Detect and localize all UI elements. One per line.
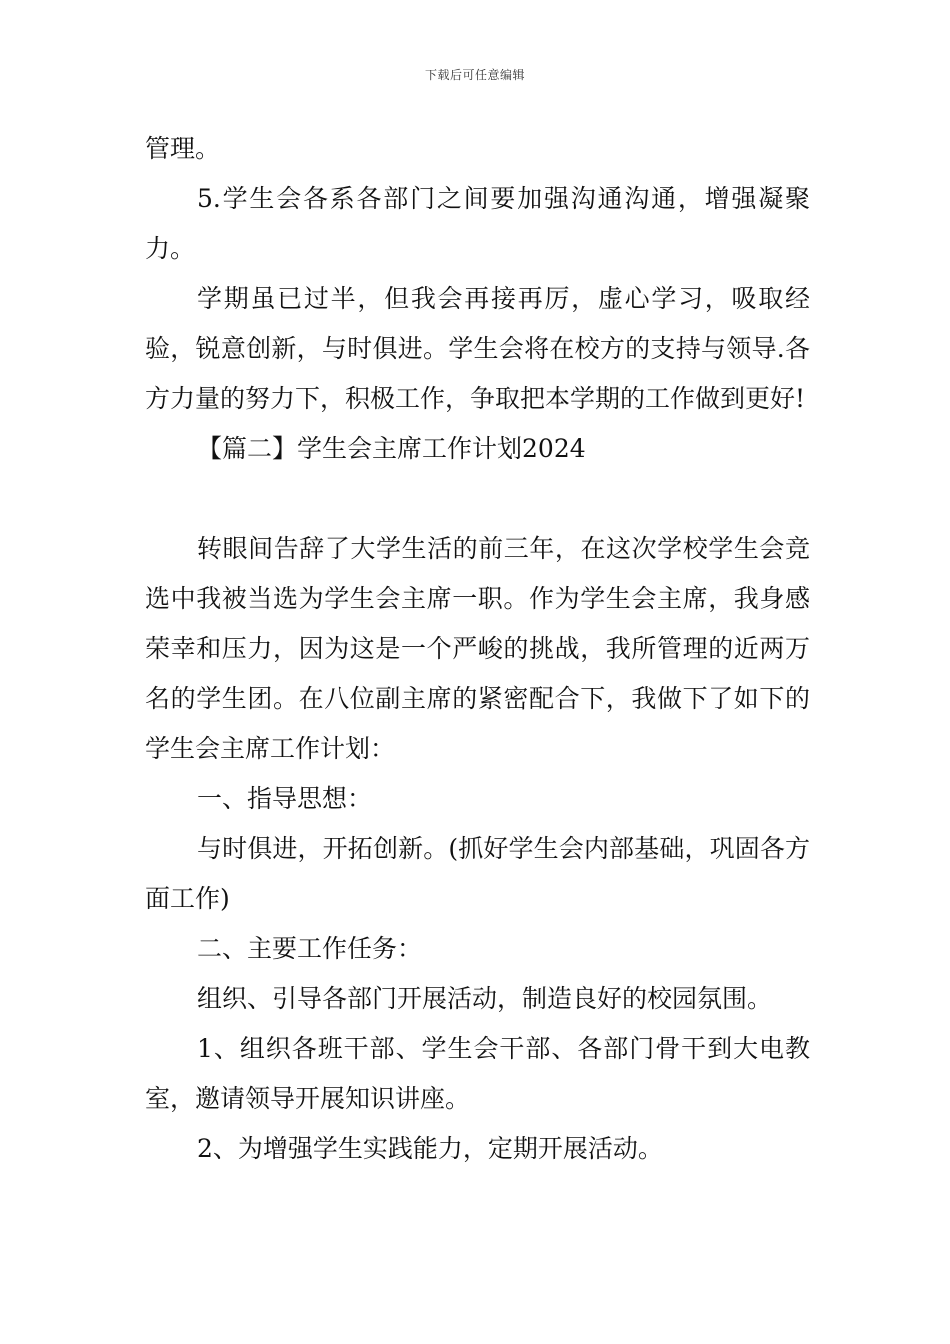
section-title: 【篇二】学生会主席工作计划2024: [197, 434, 586, 463]
paragraph: 与时俱进，开拓创新。(抓好学生会内部基础，巩固各方面工作): [145, 834, 810, 913]
document-body: [145, 124, 810, 1174]
page-header: 下载后可任意编辑: [424, 68, 525, 82]
paragraph: 转眼间告辞了大学生活的前三年，在这次学校学生会竞选中我被当选为学生会主席一职。作为学生会主席，我身感荣幸和压力，因为这是一个严峻的挑战，我所管理的近两万名的学生团。在八位副主席的紧密配合下，我做下了如下的学生会主席工作计划：: [145, 534, 810, 763]
list-item: 1、组织各班干部、学生会干部、各部门骨干到大电教室，邀请领导开展知识讲座。: [145, 1034, 810, 1113]
heading-guiding-ideology: 一、指导思想：: [197, 784, 373, 813]
heading-main-tasks: 二、主要工作任务：: [197, 934, 423, 963]
paragraph: 学期虽已过半，但我会再接再厉，虚心学习，吸取经验，锐意创新，与时俱进。学生会将在校方的支持与领导.各方力量的努力下，积极工作，争取把本学期的工作做到更好!: [145, 284, 810, 413]
paragraph: 管理。: [145, 134, 221, 163]
blank-line: [145, 474, 810, 524]
paragraph: 5.学生会各系各部门之间要加强沟通沟通，增强凝聚力。: [145, 184, 810, 263]
list-item: 2、为增强学生实践能力，定期开展活动。: [197, 1134, 663, 1163]
paragraph: 组织、引导各部门开展活动，制造良好的校园氛围。: [197, 984, 773, 1013]
